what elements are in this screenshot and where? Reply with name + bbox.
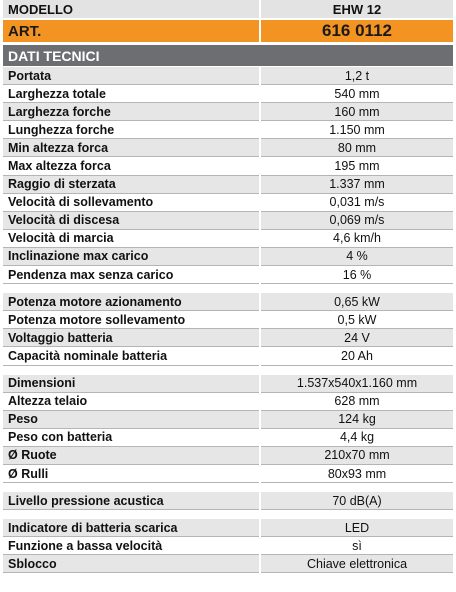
spec-label: Potenza motore azionamento	[3, 293, 259, 311]
spec-value: 16 %	[261, 266, 453, 284]
spec-label: Capacità nominale batteria	[3, 347, 259, 365]
spec-value: 195 mm	[261, 157, 453, 175]
spec-value: 4,4 kg	[261, 429, 453, 447]
spec-label: Dimensioni	[3, 375, 259, 393]
spec-row	[3, 411, 453, 429]
article-label: ART.	[3, 20, 259, 42]
spec-label: Peso	[3, 411, 259, 429]
spec-label: Inclinazione max carico	[3, 248, 259, 266]
article-row	[3, 20, 453, 42]
model-row	[3, 0, 453, 18]
spec-value: 628 mm	[261, 393, 453, 411]
spec-value: 1.337 mm	[261, 176, 453, 194]
spec-row	[3, 67, 453, 85]
model-value: EHW 12	[261, 0, 453, 18]
spec-value: sì	[261, 537, 453, 555]
group-separator	[3, 510, 453, 519]
spec-row	[3, 311, 453, 329]
spec-label: Sblocco	[3, 555, 259, 573]
spec-value: 540 mm	[261, 85, 453, 103]
spec-value: 1,2 t	[261, 67, 453, 85]
spec-row	[3, 393, 453, 411]
spec-value: LED	[261, 519, 453, 537]
spec-row	[3, 212, 453, 230]
spec-label: Raggio di sterzata	[3, 176, 259, 194]
spec-row	[3, 248, 453, 266]
spec-row	[3, 519, 453, 537]
spec-label: Velocità di discesa	[3, 212, 259, 230]
spec-label: Min altezza forca	[3, 139, 259, 157]
spec-value: 1.537x540x1.160 mm	[261, 375, 453, 393]
spec-label: Pendenza max senza carico	[3, 266, 259, 284]
spec-label: Voltaggio batteria	[3, 329, 259, 347]
spec-value: 4,6 km/h	[261, 230, 453, 248]
spec-label: Velocità di sollevamento	[3, 194, 259, 212]
spec-value: 24 V	[261, 329, 453, 347]
spec-label: Potenza motore sollevamento	[3, 311, 259, 329]
spec-row	[3, 329, 453, 347]
spec-value: 210x70 mm	[261, 447, 453, 465]
section-title: DATI TECNICI	[3, 45, 453, 66]
spec-label: Larghezza totale	[3, 85, 259, 103]
spec-label: Larghezza forche	[3, 103, 259, 121]
spec-label: Velocità di marcia	[3, 230, 259, 248]
spec-row	[3, 85, 453, 103]
spec-value: 0,069 m/s	[261, 212, 453, 230]
spec-row	[3, 139, 453, 157]
spec-value: 0,65 kW	[261, 293, 453, 311]
spec-label: Altezza telaio	[3, 393, 259, 411]
group-separator	[3, 483, 453, 492]
group-separator	[3, 284, 453, 293]
spec-row	[3, 375, 453, 393]
group-separator	[3, 366, 453, 375]
spec-value: 0,5 kW	[261, 311, 453, 329]
spec-row	[3, 266, 453, 284]
spec-row	[3, 121, 453, 139]
spec-label: Max altezza forca	[3, 157, 259, 175]
spec-value: 70 dB(A)	[261, 492, 453, 510]
spec-label: Ø Ruote	[3, 447, 259, 465]
spec-row	[3, 555, 453, 573]
model-label: MODELLO	[3, 0, 259, 18]
spec-value: 80x93 mm	[261, 465, 453, 483]
spec-value: 160 mm	[261, 103, 453, 121]
spec-value: 0,031 m/s	[261, 194, 453, 212]
spec-row	[3, 103, 453, 121]
spec-label: Livello pressione acustica	[3, 492, 259, 510]
spec-row	[3, 176, 453, 194]
spec-value: 1.150 mm	[261, 121, 453, 139]
spec-row	[3, 447, 453, 465]
spec-label: Lunghezza forche	[3, 121, 259, 139]
spec-label: Indicatore di batteria scarica	[3, 519, 259, 537]
spec-label: Portata	[3, 67, 259, 85]
spec-value: 20 Ah	[261, 347, 453, 365]
spec-row	[3, 230, 453, 248]
spec-row	[3, 492, 453, 510]
spec-row	[3, 293, 453, 311]
spec-row	[3, 194, 453, 212]
spec-row	[3, 537, 453, 555]
spec-label: Funzione a bassa velocità	[3, 537, 259, 555]
article-value: 616 0112	[261, 20, 453, 42]
spec-label: Ø Rulli	[3, 465, 259, 483]
spec-value: Chiave elettronica	[261, 555, 453, 573]
spec-row	[3, 465, 453, 483]
spec-row	[3, 429, 453, 447]
spec-value: 124 kg	[261, 411, 453, 429]
spec-label: Peso con batteria	[3, 429, 259, 447]
spec-value: 4 %	[261, 248, 453, 266]
spec-table	[3, 67, 453, 573]
spec-row	[3, 157, 453, 175]
spec-row	[3, 347, 453, 365]
spec-value: 80 mm	[261, 139, 453, 157]
